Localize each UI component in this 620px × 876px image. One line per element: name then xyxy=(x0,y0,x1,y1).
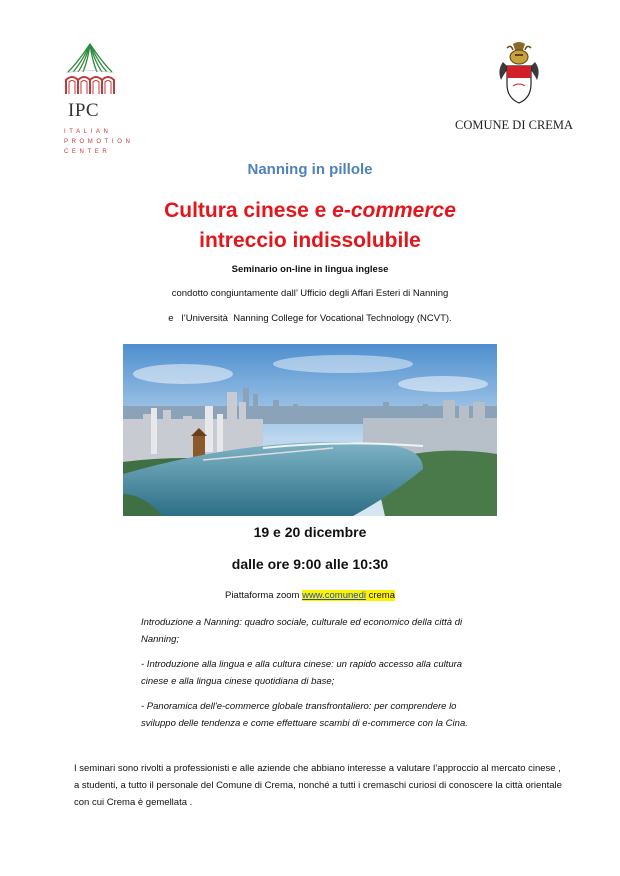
platform-prefix: Piattaforma zoom xyxy=(224,590,303,601)
title-plain: Cultura cinese e xyxy=(164,199,333,222)
ipc-tagline-3: CENTER xyxy=(64,149,111,155)
topic-item: - Introduzione alla lingua e alla cultura cinese: un rapido accesso alla cultura cinese e alla lingua cinese quotidiana di base; xyxy=(141,659,463,687)
ipc-tagline-1: ITALIAN xyxy=(64,129,112,135)
topic-item: - Panoramica dell'e-commerce globale transfrontaliero: per comprendere lo sviluppo delle tendenza e come effettuare scambi di e-commerce con la Cina. xyxy=(141,701,468,729)
zoom-link[interactable]: www.comunedi xyxy=(302,590,366,601)
organizer-line-2: e l’Università Nanning College for Vocational Technology (NCVT). xyxy=(168,313,452,324)
audience-paragraph: I seminari sono rivolti a professionisti e alle aziende che abbiano interesse a valutare l’approccio al mercato cinese , a studenti, a tutto il personale del Comune di Crema, nonché a tutti i cremaschi curiosi di conoscere la città orientale con cui Crema è gemellata . xyxy=(74,763,562,808)
kicker-heading: Nanning in pillole xyxy=(247,161,373,178)
ipc-tagline-2: PROMOTION xyxy=(64,139,134,145)
crema-logo xyxy=(455,40,585,140)
nanning-city-photo xyxy=(123,344,497,516)
title-italic: e-commerce xyxy=(332,199,456,222)
platform-suffix: crema xyxy=(365,590,396,601)
organizer-line-1: condotto congiuntamente dall’ Ufficio degli Affari Esteri di Nanning xyxy=(171,288,449,299)
seminar-type: Seminario on-line in lingua inglese xyxy=(231,264,389,275)
ipc-logo xyxy=(56,40,134,162)
crema-logo-text: COMUNE DI CREMA xyxy=(455,118,574,132)
platform-line xyxy=(0,590,620,601)
event-hours: dalle ore 9:00 alle 10:30 xyxy=(231,556,389,572)
ipc-logo-text: IPC xyxy=(68,100,100,121)
title-line-1 xyxy=(0,199,620,223)
crema-crest-icon xyxy=(493,40,545,106)
topic-item: Introduzione a Nanning: quadro sociale, culturale ed economico della città di Nanning; xyxy=(141,617,463,645)
event-dates: 19 e 20 dicembre xyxy=(253,524,367,540)
title-line-2: intreccio indissolubile xyxy=(199,229,421,252)
ipc-arch-icon xyxy=(60,40,120,96)
